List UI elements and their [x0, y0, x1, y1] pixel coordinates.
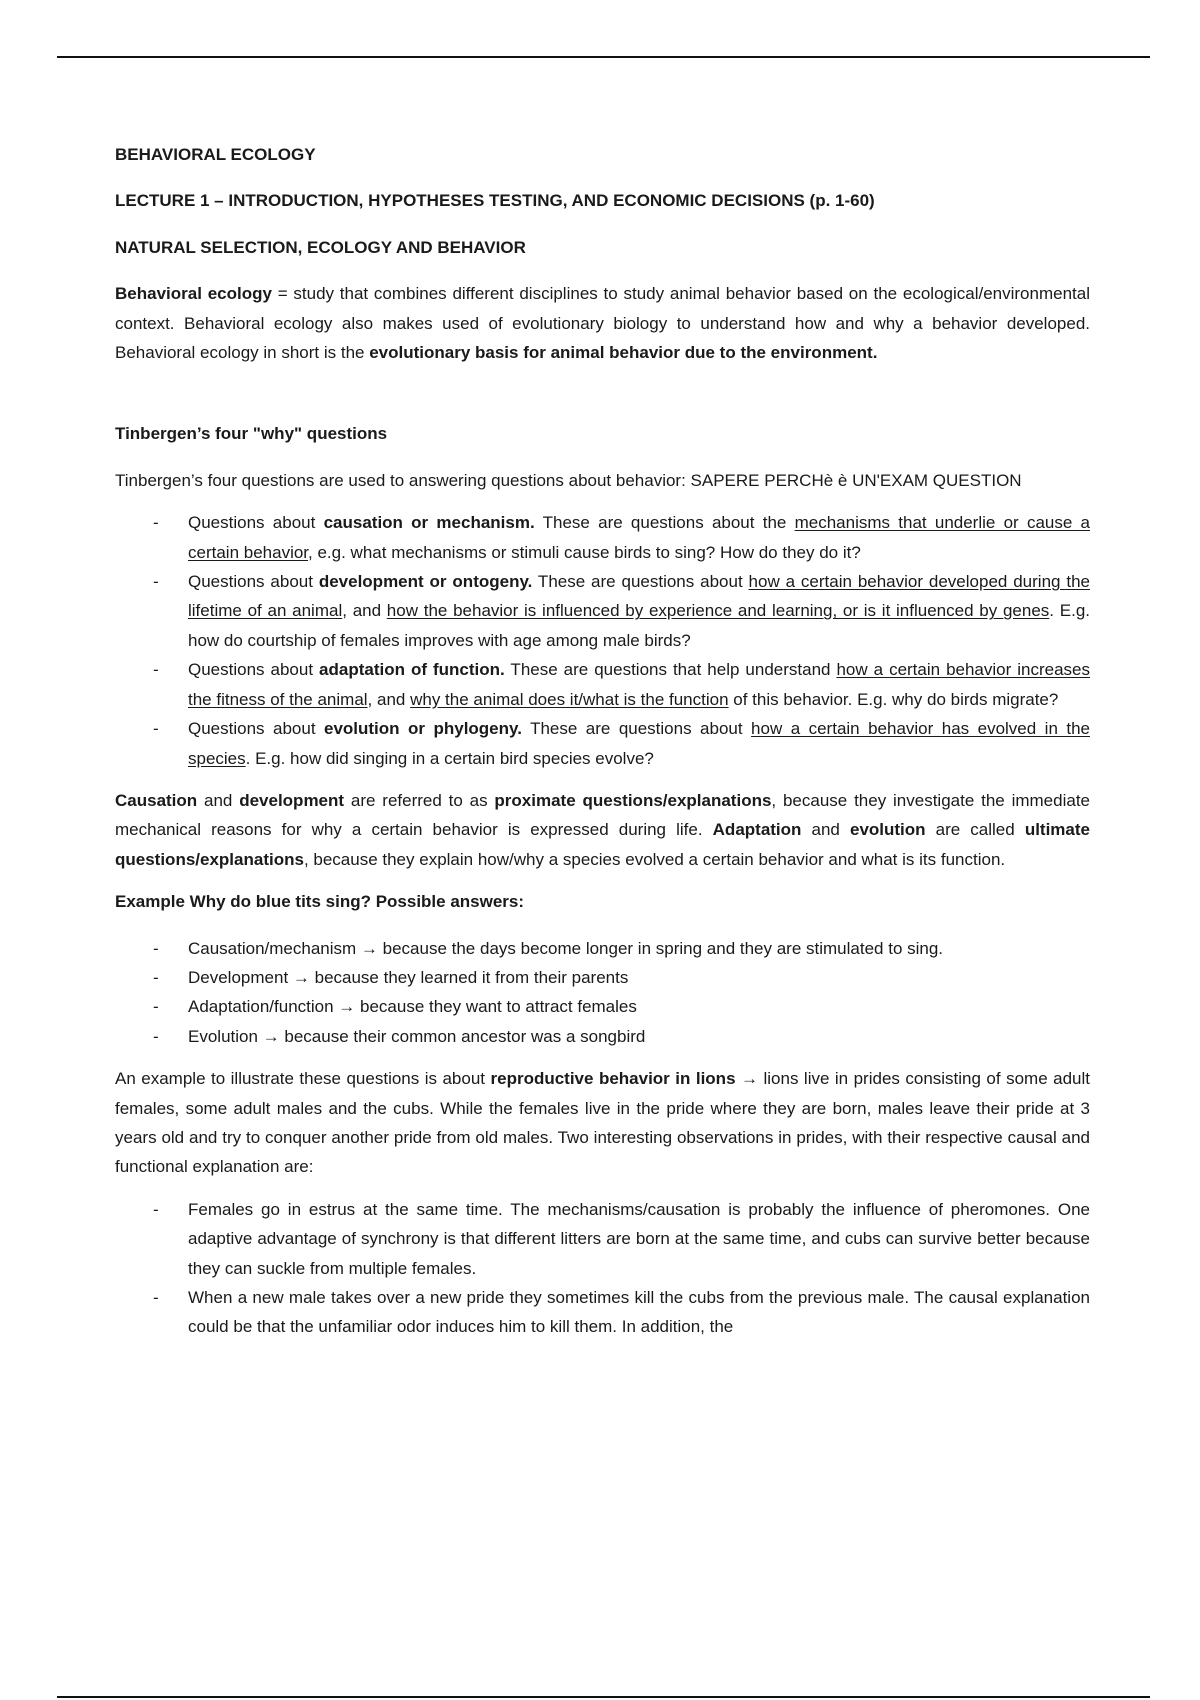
- bullet-dash: -: [153, 572, 159, 592]
- underlined-text: how a certain behavior has evolved in the species: [188, 719, 1090, 768]
- text-run: LECTURE 1 – INTRODUCTION, HYPOTHESES TESTING, AND ECONOMIC DECISIONS (p. 1-60): [115, 191, 875, 211]
- bold-text: Causation: [115, 790, 198, 810]
- bold-text: development: [239, 790, 345, 810]
- list-item: [115, 714, 1090, 773]
- bullet-dash: -: [153, 719, 159, 739]
- text-run: Questions about: [188, 719, 324, 739]
- bullet-list: [115, 1195, 1090, 1342]
- list-item: [115, 567, 1090, 655]
- bold-text: evolution or phylogeny.: [324, 719, 522, 739]
- list-item: [115, 934, 1090, 963]
- text-run: , because they explain how/why a species evolved a certain behavior and what is its function.: [303, 849, 1006, 869]
- underlined-text: how a certain behavior increases the fitness of the animal: [188, 660, 1091, 709]
- text-run: are referred to as: [344, 790, 495, 810]
- section-heading: [115, 140, 1090, 169]
- bullet-dash: -: [153, 660, 159, 680]
- list-item: [115, 508, 1090, 567]
- bold-text: development or ontogeny.: [318, 572, 533, 592]
- bullet-dash: -: [153, 513, 159, 533]
- text-run: Evolution → because their common ancestor was a songbird: [188, 1026, 646, 1046]
- text-run: , and: [342, 601, 387, 621]
- text-run: BEHAVIORAL ECOLOGY: [115, 145, 316, 164]
- bullet-dash: -: [153, 1026, 159, 1046]
- bold-text: causation or mechanism.: [323, 513, 535, 533]
- text-run: Tinbergen’s four questions are used to answering questions about behavior: SAPERE PERCHè è UN'EXAM QUESTION: [115, 470, 1022, 490]
- list-item: [115, 655, 1090, 714]
- text-run: Example Why do blue tits sing? Possible answers:: [115, 892, 525, 912]
- footer-rule: [57, 1696, 1150, 1698]
- document-body: [115, 140, 1090, 1355]
- text-run: An example to illustrate these questions is about: [115, 1069, 491, 1089]
- text-run: These are questions about: [521, 719, 752, 739]
- bold-text: Adaptation: [712, 820, 802, 840]
- section-heading: [115, 233, 1090, 262]
- bullet-dash: -: [153, 967, 159, 987]
- text-run: , e.g. what mechanisms or stimuli cause birds to sing? How do they do it?: [308, 542, 861, 562]
- text-run: Questions about: [188, 513, 324, 533]
- bullet-list: [115, 934, 1090, 1052]
- list-item: [115, 963, 1090, 992]
- underlined-text: how the behavior is influenced by experience and learning, or is it influenced by genes: [386, 601, 1050, 621]
- section-heading: [115, 887, 1090, 916]
- paragraph: [115, 279, 1090, 367]
- underlined-text: how a certain behavior developed during the lifetime of an animal: [188, 572, 1090, 621]
- text-run: Females go in estrus at the same time. The mechanisms/causation is probably the influence of pheromones. One adaptive advantage of synchrony is that different litters are born at the same time, and cubs can survive better because they can suckle from multiple females.: [188, 1199, 1090, 1278]
- text-run: Questions about: [188, 572, 319, 592]
- text-run: are called: [925, 820, 1025, 840]
- bold-text: evolution: [849, 820, 926, 840]
- text-run: Development → because they learned it from their parents: [188, 967, 629, 987]
- bullet-dash: -: [153, 997, 159, 1017]
- text-run: Tinbergen’s four "why" questions: [115, 424, 388, 444]
- text-run: These are questions about the: [534, 513, 795, 533]
- bullet-list: [115, 508, 1090, 773]
- paragraph: [115, 786, 1090, 874]
- header-rule: [57, 56, 1150, 58]
- list-item: [115, 1283, 1090, 1342]
- paragraph: [115, 1064, 1090, 1182]
- text-run: , because they investigate the immediate mechanical reasons for why a certain behavior is expressed during life.: [115, 790, 1090, 840]
- section-heading: [115, 186, 1090, 215]
- text-run: . E.g. how did singing in a certain bird species evolve?: [245, 748, 654, 768]
- text-run: These are questions that help understand: [504, 660, 837, 680]
- text-run: of this behavior. E.g. why do birds migrate?: [728, 689, 1059, 709]
- bold-text: reproductive behavior in lions: [490, 1069, 736, 1089]
- text-run: These are questions about: [532, 572, 749, 592]
- text-run: and: [197, 790, 240, 810]
- text-run: Questions about: [188, 660, 320, 680]
- text-run: and: [801, 820, 850, 840]
- text-run: → lions live in prides consisting of some adult females, some adult males and the cubs. While the females live in the pride where they are born, males leave their pride at 3 years old and try to conquer another pride from old males. Two interesting observations in prides, with their respective causal and functional explanation are:: [115, 1069, 1090, 1177]
- underlined-text: mechanisms that underlie or cause a certain behavior: [188, 513, 1091, 562]
- text-run: , and: [367, 689, 411, 709]
- text-run: When a new male takes over a new pride they sometimes kill the cubs from the previous male. The causal explanation could be that the unfamiliar odor induces him to kill them. In addition, the: [188, 1288, 1090, 1337]
- text-run: . E.g. how do courtship of females improves with age among male birds?: [188, 601, 1090, 650]
- bold-text: Behavioral ecology: [115, 284, 272, 304]
- bold-text: evolutionary basis for animal behavior due to the environment.: [369, 343, 878, 363]
- bullet-dash: -: [153, 1199, 159, 1219]
- text-run: Adaptation/function → because they want to attract females: [188, 997, 637, 1017]
- list-item: [115, 992, 1090, 1021]
- bold-text: adaptation of function.: [319, 660, 505, 680]
- paragraph: [115, 466, 1090, 495]
- text-run: NATURAL SELECTION, ECOLOGY AND BEHAVIOR: [115, 237, 526, 257]
- bold-text: ultimate questions/explanations: [115, 820, 1090, 869]
- bullet-dash: -: [153, 938, 159, 958]
- list-item: [115, 1022, 1090, 1051]
- bold-text: proximate questions/explanations: [494, 790, 772, 810]
- section-heading: [115, 419, 1090, 448]
- text-run: Causation/mechanism → because the days become longer in spring and they are stimulated to sing.: [188, 938, 944, 958]
- text-run: = study that combines different disciplines to study animal behavior based on the ecological/environmental context. Behavioral ecology also makes used of evolutionary biology to understand how and why a behavior developed. Behavioral ecology in short is the: [115, 284, 1090, 363]
- bullet-dash: -: [153, 1288, 159, 1307]
- underlined-text: why the animal does it/what is the function: [410, 689, 729, 709]
- list-item: [115, 1195, 1090, 1283]
